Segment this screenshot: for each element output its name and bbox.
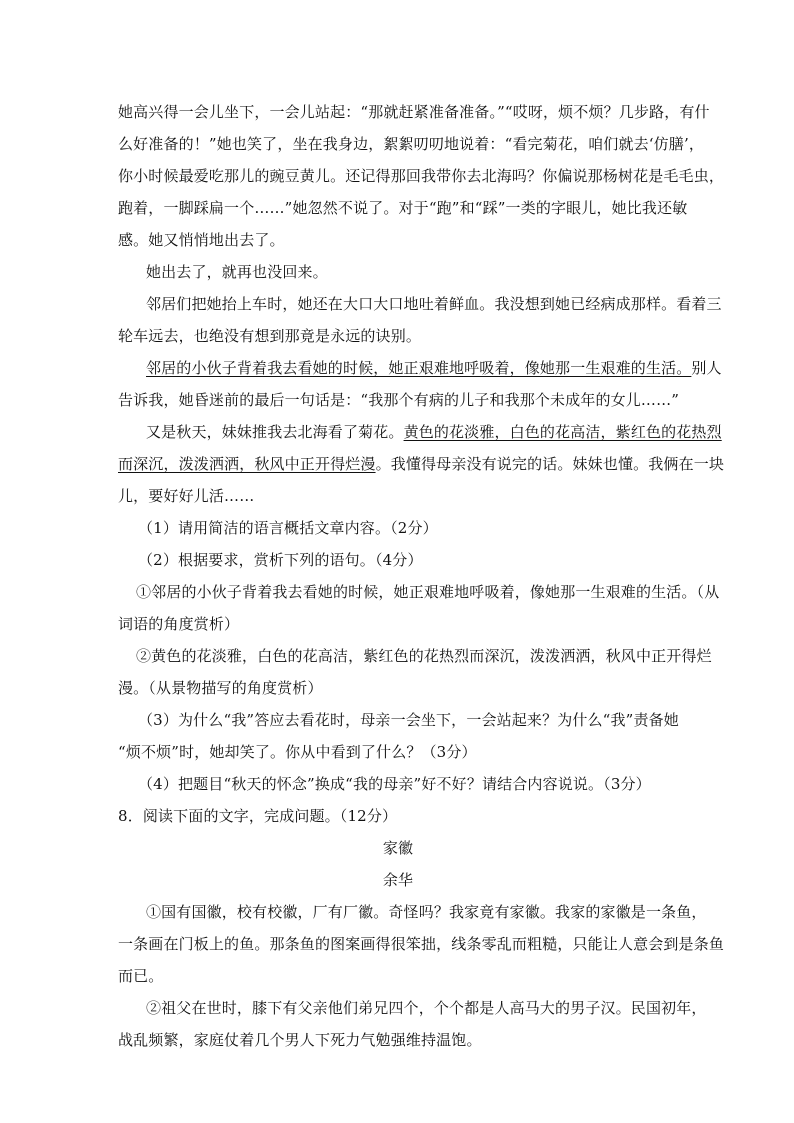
passage-line: 跑着，一脚踩扁一个……”她忽然不说了。对于“跑”和“踩”一类的字眼儿，她比我还敏 xyxy=(118,199,688,217)
item-8-heading: 8．阅读下面的文字，完成问题。（12分） xyxy=(118,807,398,825)
passage-text: 别人 xyxy=(691,359,722,377)
question-4: （4）把题目“秋天的怀念”换成“我的母亲”好不好？请结合内容说说。（3分） xyxy=(138,775,651,793)
underlined-sentence-1: 邻居的小伙子背着我去看她的时候，她正艰难地呼吸着，像她那一生艰难的生活。 xyxy=(146,359,692,377)
question-3-cont: “烦不烦”时，她却笑了。你从中看到了什么？（3分） xyxy=(118,743,477,761)
question-2-item-1-cont: 词语的角度赏析） xyxy=(118,615,240,633)
passage-line: 她高兴得一会儿坐下，一会儿站起：“那就赶紧准备准备。”“哎呀，烦不烦？几步路，有什 xyxy=(118,103,710,121)
passage-title: 家徽 xyxy=(382,839,414,857)
question-2-item-1: ①邻居的小伙子背着我去看她的时候，她正艰难地呼吸着，像她那一生艰难的生活。（从 xyxy=(136,583,720,601)
question-2-item-2-cont: 漫。（从景物描写的角度赏析） xyxy=(118,679,323,697)
passage-text: 又是秋天，妹妹推我去北海看了菊花。 xyxy=(146,423,404,441)
question-1: （1）请用简洁的语言概括文章内容。（2分） xyxy=(138,519,438,537)
passage-paragraph-1-end: 而已。 xyxy=(118,967,164,985)
underlined-sentence-2-part-2: 而深沉，泼泼洒洒，秋风中正开得烂漫 xyxy=(118,455,376,473)
passage-line: 邻居们把她抬上车时，她还在大口大口地吐着鲜血。我没想到她已经病成那样。看着三 xyxy=(146,295,722,313)
underlined-sentence-2-part-1: 黄色的花淡雅，白色的花高洁，紫红色的花热烈 xyxy=(403,423,722,441)
passage-line: 轮车远去，也绝没有想到那竟是永远的诀别。 xyxy=(118,327,422,345)
passage-line: 她出去了，就再也没回来。 xyxy=(146,263,328,281)
passage-line: 感。她又悄悄地出去了。 xyxy=(118,231,285,249)
passage-line: 你小时候最爱吃那儿的豌豆黄儿。还记得那回我带你去北海吗？你偏说那杨树花是毛毛虫， xyxy=(118,167,725,185)
question-3: （3）为什么“我”答应去看花时，母亲一会坐下，一会站起来？为什么“我”责备她 xyxy=(138,711,679,729)
passage-line-autumn xyxy=(146,422,722,442)
passage-paragraph-2: ②祖父在世时，膝下有父亲他们弟兄四个，个个都是人高马大的男子汉。民国初年， xyxy=(146,999,707,1017)
passage-paragraph-1-cont: 一条画在门板上的鱼。那条鱼的图案画得很笨拙，线条零乱而粗糙，只能让人意会到是条鱼 xyxy=(118,935,725,953)
passage-paragraph-2-cont: 战乱频繁，家庭仗着几个男人下死力气勉强维持温饱。 xyxy=(118,1031,482,1049)
passage-line-autumn-2 xyxy=(118,454,725,474)
passage-text: 。我懂得母亲没有说完的话。妹妹也懂。我俩在一块 xyxy=(375,455,725,473)
question-2-item-2: ②黄色的花淡雅，白色的花高洁，紫红色的花热烈而深沉，泼泼洒洒，秋风中正开得烂 xyxy=(136,647,712,665)
passage-line: 么好准备的！”她也笑了，坐在我身边，絮絮叨叨地说着：“看完菊花，咱们就去‘仿膳’， xyxy=(118,135,705,153)
passage-line: 告诉我，她昏迷前的最后一句话是：“我那个有病的儿子和我那个未成年的女儿……” xyxy=(118,391,680,409)
passage-line-underlined xyxy=(146,358,722,378)
question-2: （2）根据要求，赏析下列的语句。（4分） xyxy=(138,551,423,569)
passage-author: 余华 xyxy=(382,871,414,889)
passage-paragraph-1: ①国有国徽，校有校徽，厂有厂徽。奇怪吗？我家竟有家徽。我家的家徽是一条鱼， xyxy=(146,903,707,921)
passage-line: 儿，要好好儿活…… xyxy=(118,487,255,505)
